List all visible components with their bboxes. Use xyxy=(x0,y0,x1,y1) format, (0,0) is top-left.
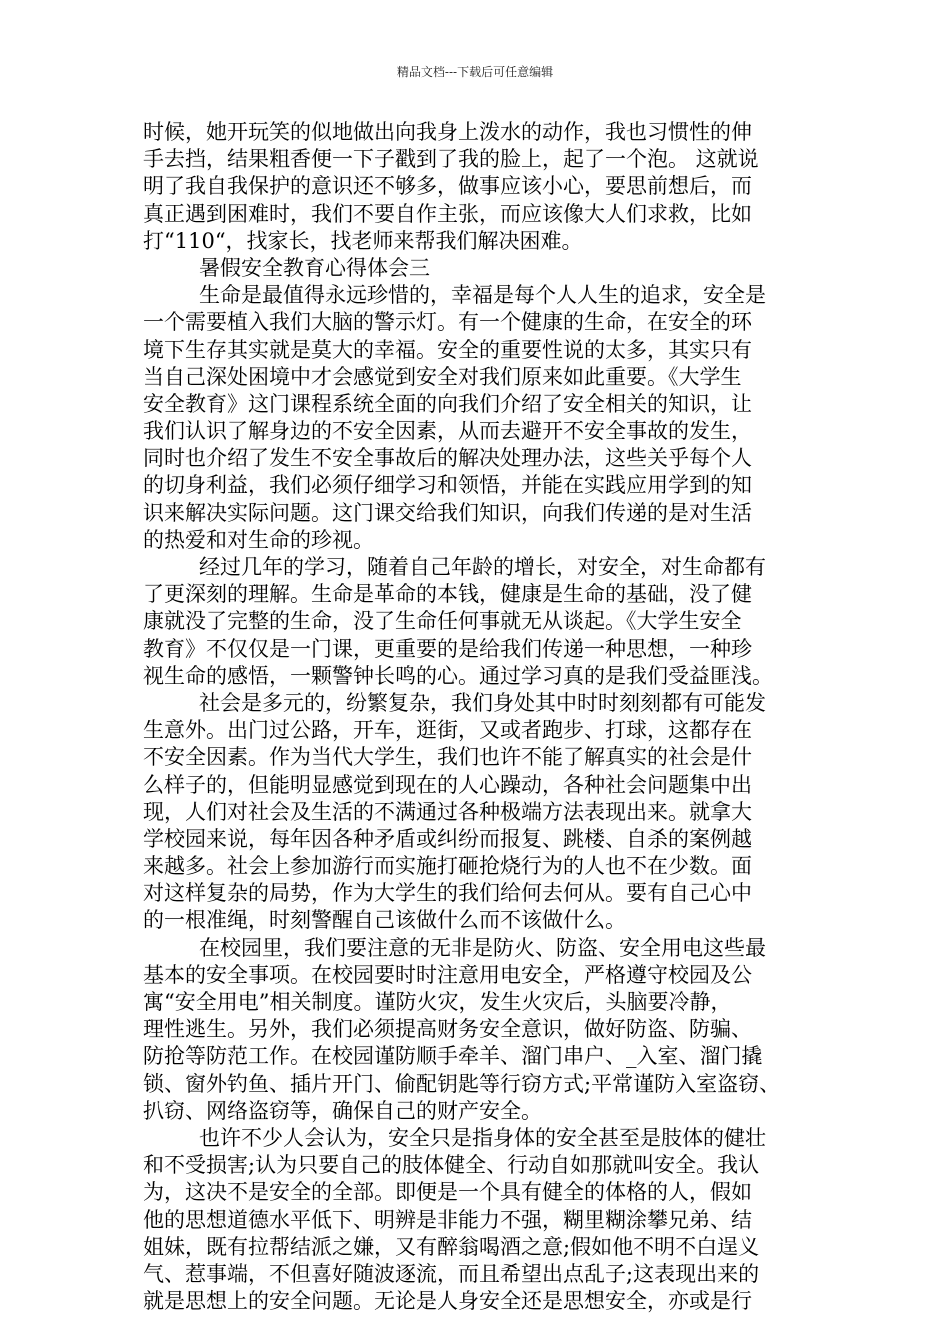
text-line: 境下生存其实就是莫大的幸福。安全的重要性说的太多，其实只有 xyxy=(143,337,752,362)
text-line: 基本的安全事项。在校园要时时注意用电安全，严格遵守校园及公 xyxy=(143,962,752,987)
text-line: 防抢等防范工作。在校园谨防顺手牵羊、溜门串户、_入室、溜门撬 xyxy=(143,1044,763,1069)
text-line: 不安全因素。作为当代大学生，我们也许不能了解真实的社会是什 xyxy=(143,745,752,770)
text-line: 时候，她开玩笑的似地做出向我身上泼水的动作，我也习惯性的伸 xyxy=(143,120,752,144)
text-line: 在校园里，我们要注意的无非是防火、防盗、安全用电这些最 xyxy=(199,935,766,960)
text-line: 的一根准绳，时刻警醒自己该做什么而不该做什么。 xyxy=(143,908,626,933)
text-line: 暑假安全教育心得体会三 xyxy=(199,255,430,280)
text-line: 当自己深处困境中才会感觉到安全对我们原来如此重要。《大学生 xyxy=(143,364,742,389)
text-line: 康就没了完整的生命，没了生命任何事就无从谈起。《大学生安全 xyxy=(143,609,742,634)
text-line: 和不受损害;认为只要自己的肢体健全、行动自如那就叫安全。我认 xyxy=(143,1153,760,1178)
text-line: 学校园来说，每年因各种矛盾或纠纷而报复、跳楼、自杀的案例越 xyxy=(143,826,752,851)
text-line: 生命是最值得永远珍惜的，幸福是每个人人生的追求，安全是 xyxy=(199,283,766,308)
text-line: 为，这决不是安全的全部。即便是一个具有健全的体格的人，假如 xyxy=(143,1180,752,1205)
text-line: 社会是多元的，纷繁复杂，我们身处其中时时刻刻都有可能发 xyxy=(199,690,766,715)
text-line: 一个需要植入我们大脑的警示灯。有一个健康的生命，在安全的环 xyxy=(143,310,752,335)
text-line: 扒窃、网络盗窃等，确保自己的财产安全。 xyxy=(143,1098,542,1123)
text-line: 识来解决实际问题。这门课交给我们知识，向我们传递的是对生活 xyxy=(143,500,752,525)
text-line: 打“110“，找家长，找老师来帮我们解决困难。 xyxy=(143,228,583,253)
text-line: 同时也介绍了发生不安全事故后的解决处理办法，这些关乎每个人 xyxy=(143,446,752,471)
text-line: 寓“安全用电”相关制度。谨防火灾，发生火灾后，头脑要冷静， xyxy=(143,990,732,1014)
text-line: 了更深刻的理解。生命是革命的本钱，健康是生命的基础，没了健 xyxy=(143,582,752,607)
text-line: 锁、窗外钓鱼、插片开门、偷配钥匙等行窃方式;平常谨防入室盗窃、 xyxy=(143,1071,781,1096)
page-header: 精品文档---下载后可任意编辑 xyxy=(396,65,554,79)
text-line: 现，人们对社会及生活的不满通过各种极端方法表现出来。就拿大 xyxy=(143,799,752,824)
text-line: 的热爱和对生命的珍视。 xyxy=(143,527,374,552)
text-line: 理性逃生。另外，我们必须提高财务安全意识，做好防盗、防骗、 xyxy=(143,1017,752,1042)
text-line: 手去挡，结果粗香便一下子戳到了我的脸上，起了一个泡。 这就说 xyxy=(143,147,759,172)
text-line: 也许不少人会认为，安全只是指身体的安全甚至是肢体的健壮 xyxy=(199,1125,766,1150)
text-line: 安全教育》这门课程系统全面的向我们介绍了安全相关的知识，让 xyxy=(143,391,752,416)
text-line: 么样子的，但能明显感觉到现在的人心躁动，各种社会问题集中出 xyxy=(143,772,752,797)
text-line: 姐妹，既有拉帮结派之嫌，又有醉翁喝酒之意;假如他不明不白逞义 xyxy=(143,1234,760,1259)
text-line: 经过几年的学习，随着自己年龄的增长，对安全，对生命都有 xyxy=(199,555,766,579)
text-line: 他的思想道德水平低下、明辨是非能力不强，糊里糊涂攀兄弟、结 xyxy=(143,1207,752,1232)
text-line: 气、惹事端，不但喜好随波逐流，而且希望出点乱子;这表现出来的 xyxy=(143,1261,760,1286)
text-line: 生意外。出门过公路，开车，逛街，又或者跑步、打球，这都存在 xyxy=(143,718,752,743)
text-line: 我们认识了解身边的不安全因素，从而去避开不安全事故的发生， xyxy=(143,419,752,444)
text-line: 就是思想上的安全问题。无论是人身安全还是思想安全，亦或是行 xyxy=(143,1289,752,1314)
text-line: 真正遇到困难时，我们不要自作主张，而应该像大人们求救，比如 xyxy=(143,201,752,226)
text-line: 明了我自我保护的意识还不够多，做事应该小心，要思前想后，而 xyxy=(143,174,752,199)
text-line: 来越多。社会上参加游行而实施打砸抢烧行为的人也不在少数。面 xyxy=(143,854,752,879)
text-line: 视生命的感悟，一颗警钟长鸣的心。通过学习真的是我们受益匪浅。 xyxy=(143,663,773,688)
text-line: 对这样复杂的局势，作为大学生的我们给何去何从。要有自己心中 xyxy=(143,881,752,906)
text-line: 的切身利益，我们必须仔细学习和领悟，并能在实践应用学到的知 xyxy=(143,473,752,498)
document-body xyxy=(143,119,831,1315)
text-line: 教育》不仅仅是一门课，更重要的是给我们传递一种思想，一种珍 xyxy=(143,636,752,661)
